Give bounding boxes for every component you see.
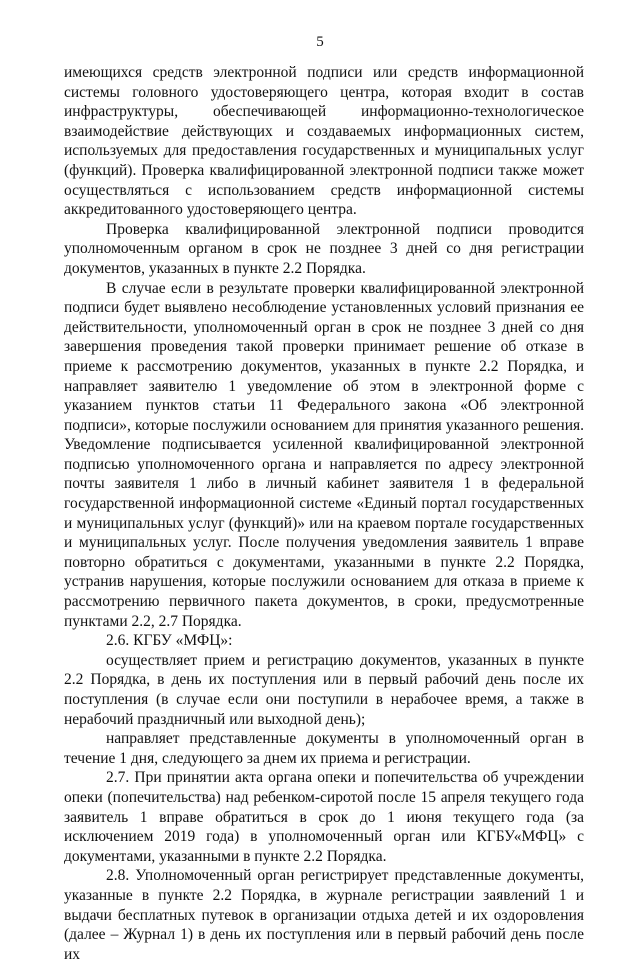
document-body: [64, 63, 584, 964]
paragraph-2: Проверка квалифицированной электронной подписи проводится уполномоченным органом в срок не позднее 3 дней со дня регистрации документов, указанных в пункте 2.2 Порядка.: [64, 220, 584, 277]
paragraph-4: осуществляет прием и регистрацию документов, указанных в пункте 2.2 Порядка, в день их поступления или в первый рабочий день после их поступления (в случае если они поступили в нерабочее время, а также в нерабочий праздничный или выходной день);: [64, 651, 584, 728]
paragraph-2-8: 2.8. Уполномоченный орган регистрирует представленные документы, указанные в пункте 2.2 Порядка, в журнале регистрации заявлений 1 и выдачи бесплатных путевок в организации отдыха детей и их оздоровления (далее – Журнал 1) в день их поступления или в первый рабочий день после их: [64, 867, 584, 963]
paragraph-3: В случае если в результате проверки квалифицированной электронной подписи будет выявлено несоблюдение установленных условий признания ее действительности, уполномоченный орган в срок не позднее 3 дней со дня завершения проведения такой проверки принимает решение об отказе в приеме к рассмотрению документов, указанных в пункте 2.2 Порядка, и направляет заявителю 1 уведомление об этом в электронной форме с указанием пунктов статьи 11 Федерального закона «Об электронной подписи», которые послужили основанием для принятия указанного решения. Уведомление подписывается усиленной квалифицированной электронной подписью уполномоченного органа и направляется по адресу электронной почты заявителя 1 либо в личный кабинет заявителя 1 в федеральной государственной информационной системе «Единый портал государственных и муниципальных услуг (функций)» или на краевом портале государственных и муниципальных услуг. После получения уведомления заявитель 1 вправе повторно обратиться с документами, указанными в пункте 2.2 Порядка, устранив нарушения, которые послужили основанием для отказа в приеме к рассмотрению первичного пакета документов, в сроки, предусмотренные пунктами 2.2, 2.7 Порядка.: [64, 279, 584, 630]
paragraph-5: направляет представленные документы в уполномоченный орган в течение 1 дня, следующего за днем их приема и регистрации.: [64, 730, 584, 767]
paragraph-1: имеющихся средств электронной подписи или средств информационной системы головного удостоверяющего центра, которая входит в состав инфраструктуры, обеспечивающей информационно-технологическое взаимодействие действующих и создаваемых информационных систем, используемых для предоставления государственных и муниципальных услуг (функций). Проверка квалифицированной электронной подписи также может осуществляться с использованием средств информационной системы аккредитованного удостоверяющего центра.: [64, 64, 584, 219]
paragraph-2-7: 2.7. При принятии акта органа опеки и попечительства об учреждении опеки (попечительства) над ребенком-сиротой после 15 апреля текущего года заявитель 1 вправе обратиться в срок до 1 июня текущего года (за исключением 2019 года) в уполномоченный орган или КГБУ«МФЦ» с документами, указанными в пункте 2.2 Порядка.: [64, 769, 584, 865]
section-heading-2-6: 2.6. КГБУ «МФЦ»:: [106, 632, 233, 650]
page-number: 5: [316, 34, 324, 50]
